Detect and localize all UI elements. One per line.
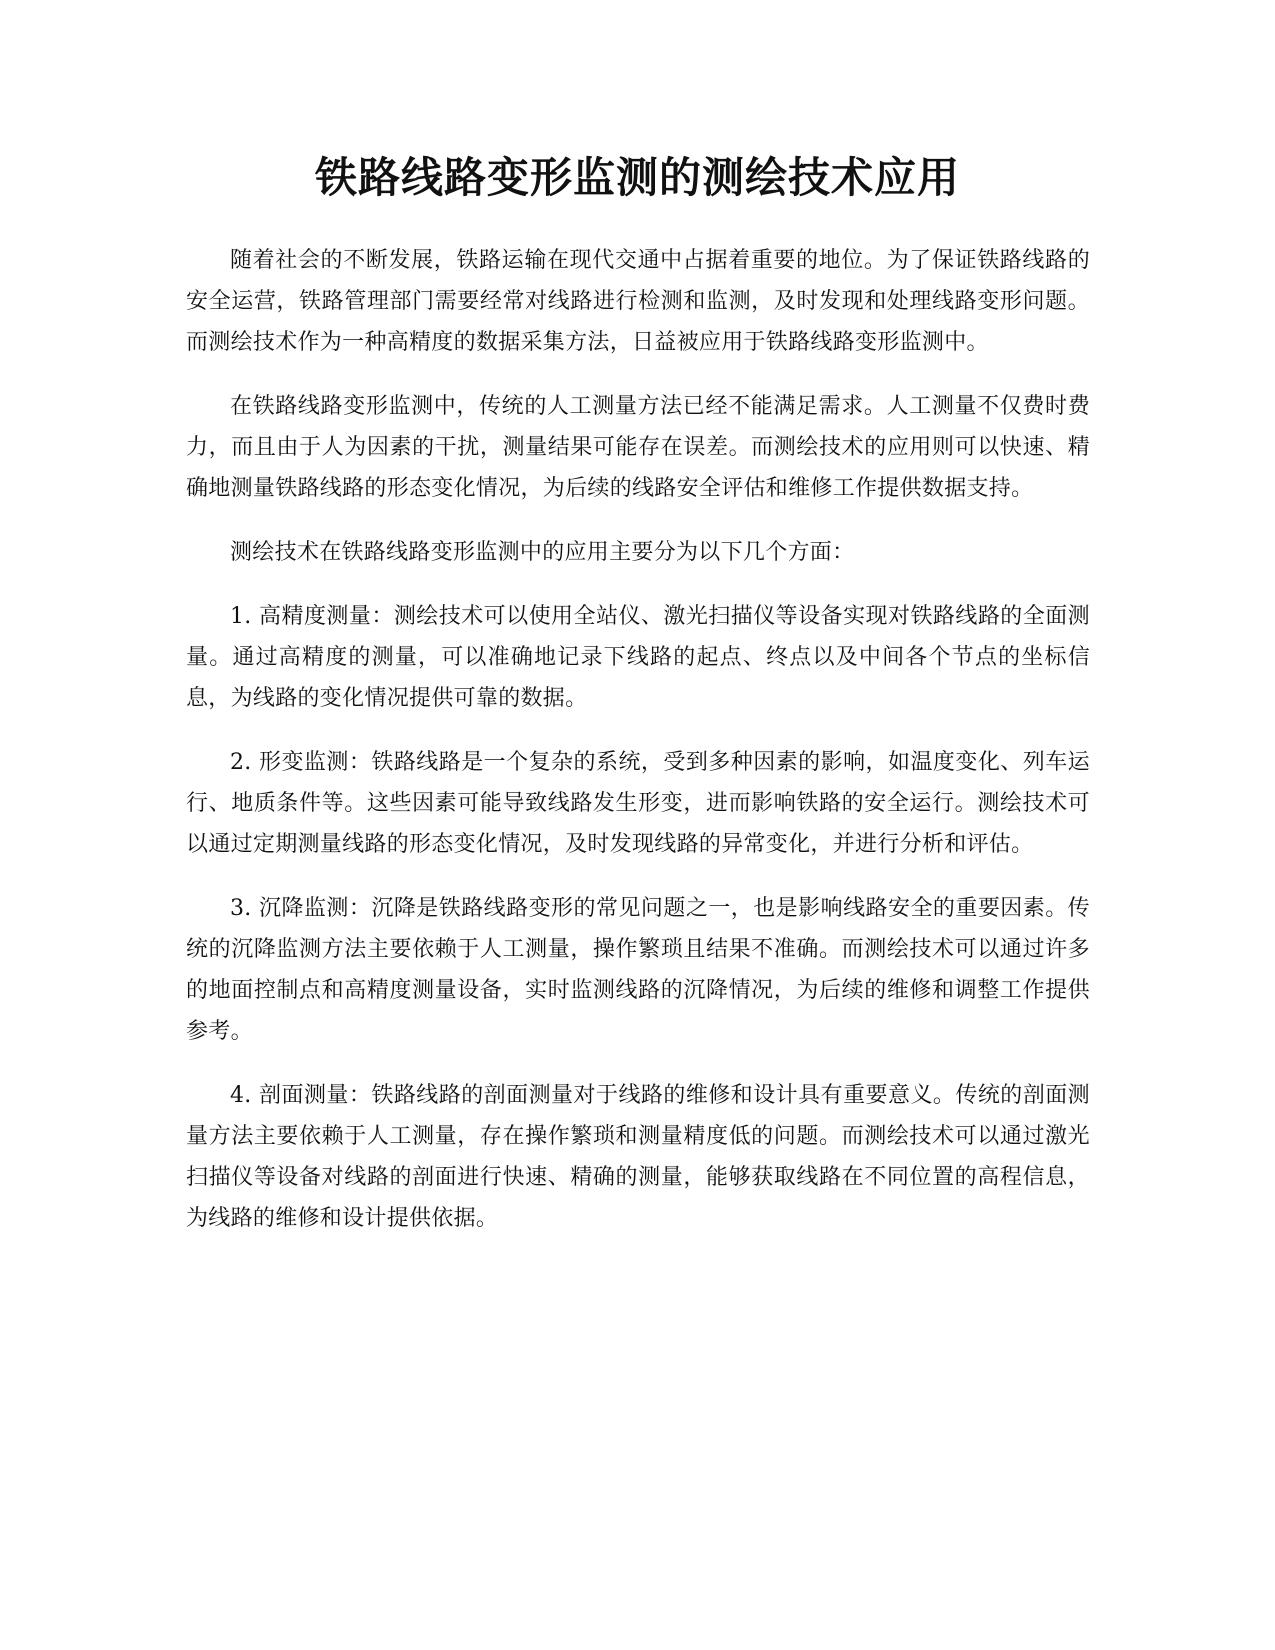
document-title: 铁路线路变形监测的测绘技术应用 <box>314 153 960 202</box>
paragraph-item-3: 3. 沉降监测：沉降是铁路线路变形的常见问题之一，也是影响线路安全的重要因素。传统的沉降监测方法主要依赖于人工测量，操作繁琐且结果不准确。而测绘技术可以通过许多的地面控制点和高精度测量设备，实时监测线路的沉降情况，为后续的维修和调整工作提供参考。 <box>186 896 1090 1044</box>
paragraph-overview: 测绘技术在铁路线路变形监测中的应用主要分为以下几个方面： <box>230 540 855 565</box>
paragraph-background: 在铁路线路变形监测中，传统的人工测量方法已经不能满足需求。人工测量不仅费时费力，而且由于人为因素的干扰，测量结果可能存在误差。而测绘技术的应用则可以快速、精确地测量铁路线路的形态变化情况，为后续的线路安全评估和维修工作提供数据支持。 <box>186 394 1090 501</box>
paragraph-intro: 随着社会的不断发展，铁路运输在现代交通中占据着重要的地位。为了保证铁路线路的安全运营，铁路管理部门需要经常对线路进行检测和监测，及时发现和处理线路变形问题。而测绘技术作为一种高精度的数据采集方法，日益被应用于铁路线路变形监测中。 <box>186 248 1090 355</box>
paragraph-item-4: 4. 剖面测量：铁路线路的剖面测量对于线路的维修和设计具有重要意义。传统的剖面测量方法主要依赖于人工测量，存在操作繁琐和测量精度低的问题。而测绘技术可以通过激光扫描仪等设备对线路的剖面进行快速、精确的测量，能够获取线路在不同位置的高程信息，为线路的维修和设计提供依据。 <box>186 1083 1090 1231</box>
paragraph-item-1: 1. 高精度测量：测绘技术可以使用全站仪、激光扫描仪等设备实现对铁路线路的全面测量。通过高精度的测量，可以准确地记录下线路的起点、终点以及中间各个节点的坐标信息，为线路的变化情况提供可靠的数据。 <box>186 604 1090 711</box>
paragraph-item-2: 2. 形变监测：铁路线路是一个复杂的系统，受到多种因素的影响，如温度变化、列车运行、地质条件等。这些因素可能导致线路发生形变，进而影响铁路的安全运行。测绘技术可以通过定期测量线路的形态变化情况，及时发现线路的异常变化，并进行分析和评估。 <box>186 750 1090 857</box>
document-body <box>186 240 1090 1262</box>
